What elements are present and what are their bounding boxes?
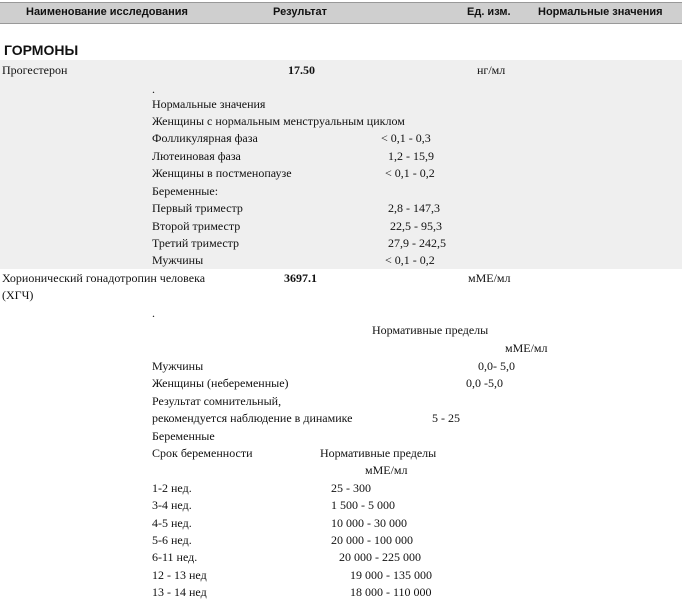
progesterone-dot: . <box>152 82 155 96</box>
ref-label: Лютеиновая фаза <box>152 149 241 163</box>
header-name: Наименование исследования <box>26 6 188 18</box>
hcg-dot: . <box>152 306 155 320</box>
hcg-ref-unit: мМЕ/мл <box>505 341 548 355</box>
progesterone-name: Прогестерон <box>2 63 68 77</box>
hcg-result: 3697.1 <box>284 271 317 285</box>
week-term: 3-4 нед. <box>152 498 192 512</box>
hcg-pregnant-label: Беременные <box>152 429 215 443</box>
ref-label: Мужчины <box>152 253 204 267</box>
hcg-unit: мМЕ/мл <box>468 271 511 285</box>
section-title: ГОРМОНЫ <box>4 42 79 58</box>
hcg-doubtful-value: 5 - 25 <box>432 411 460 425</box>
hcg-women-label: Женщины (небеременные) <box>152 376 289 390</box>
hcg-term-header: Срок беременности <box>152 446 253 460</box>
week-value: 25 - 300 <box>331 481 371 495</box>
hcg-doubtful-line2: рекомендуется наблюдение в динамике <box>152 411 353 425</box>
hcg-ref-title: Нормативные пределы <box>372 323 489 337</box>
progesterone-row-bg <box>0 60 682 269</box>
header-result: Результат <box>273 6 328 18</box>
week-value: 10 000 - 30 000 <box>331 516 407 530</box>
progesterone-ref-subtitle: Женщины с нормальным менструальным циклом <box>152 114 405 128</box>
week-value: 20 000 - 100 000 <box>331 533 413 547</box>
ref-label: Фолликулярная фаза <box>152 131 258 145</box>
progesterone-result: 17.50 <box>288 63 315 77</box>
ref-label: Женщины в постменопаузе <box>152 166 292 180</box>
ref-value: 1,2 - 15,9 <box>388 149 434 163</box>
ref-value: < 0,1 - 0,2 <box>385 166 435 180</box>
hcg-norm-unit: мМЕ/мл <box>365 463 408 477</box>
ref-label: Третий триместр <box>152 236 240 250</box>
hcg-men-value: 0,0- 5,0 <box>478 359 515 373</box>
ref-label: Второй триместр <box>152 219 241 233</box>
hcg-men-label: Мужчины <box>152 359 204 373</box>
ref-value: 2,8 - 147,3 <box>388 201 440 215</box>
week-term: 13 - 14 нед <box>152 585 207 599</box>
table-header <box>0 2 682 24</box>
week-value: 19 000 - 135 000 <box>350 568 432 582</box>
ref-label: Первый триместр <box>152 201 243 215</box>
ref-value: < 0,1 - 0,2 <box>385 253 435 267</box>
ref-value: < 0,1 - 0,3 <box>381 131 431 145</box>
week-term: 4-5 нед. <box>152 516 192 530</box>
hcg-women-value: 0,0 -5,0 <box>466 376 503 390</box>
week-term: 12 - 13 нед <box>152 568 207 582</box>
week-term: 1-2 нед. <box>152 481 192 495</box>
progesterone-ref-title: Нормальные значения <box>152 97 266 111</box>
progesterone-unit: нг/мл <box>477 63 506 77</box>
hcg-name-line2: (ХГЧ) <box>2 288 34 302</box>
ref-value: 22,5 - 95,3 <box>390 219 442 233</box>
week-value: 1 500 - 5 000 <box>331 498 395 512</box>
header-norm: Нормальные значения <box>538 6 663 18</box>
hcg-norm-header: Нормативные пределы <box>320 446 437 460</box>
week-value: 18 000 - 110 000 <box>350 585 432 599</box>
ref-value: 27,9 - 242,5 <box>388 236 446 250</box>
week-term: 6-11 нед. <box>152 550 198 564</box>
header-unit: Ед. изм. <box>467 6 511 18</box>
hcg-name-line1: Хорионический гонадотропин человека <box>2 271 206 285</box>
week-value: 20 000 - 225 000 <box>339 550 421 564</box>
week-term: 5-6 нед. <box>152 533 192 547</box>
ref-label: Беременные: <box>152 184 219 198</box>
hcg-doubtful-line1: Результат сомнительный, <box>152 394 282 408</box>
